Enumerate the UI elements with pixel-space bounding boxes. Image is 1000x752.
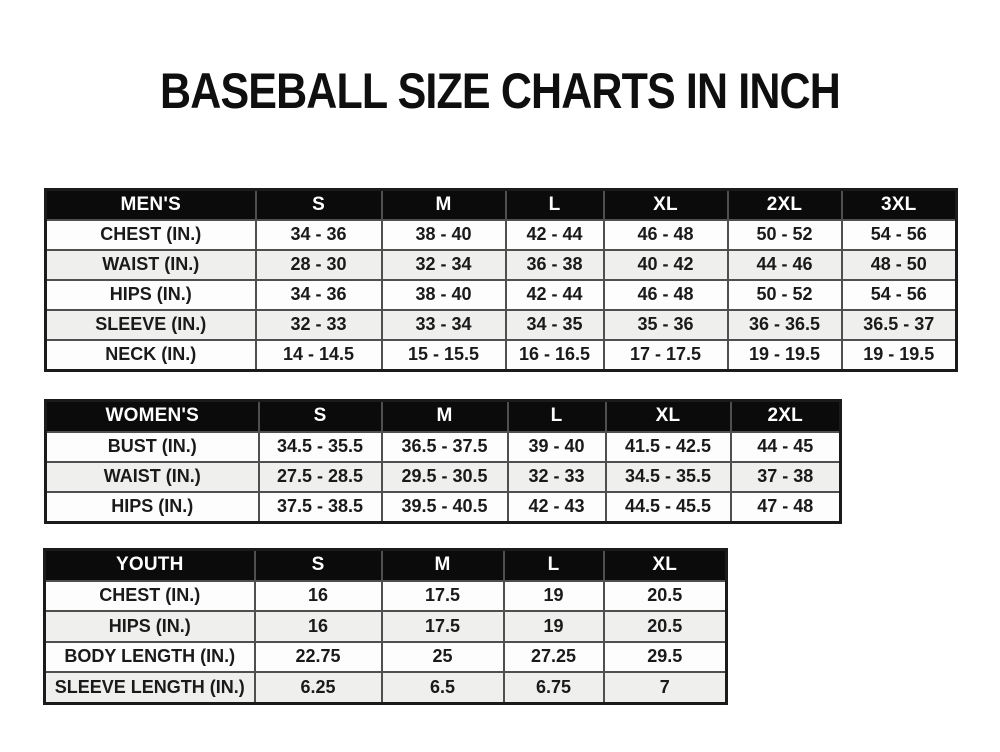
row-label: HIPS (IN.)	[45, 611, 255, 642]
row-label: SLEEVE (IN.)	[46, 310, 256, 340]
table-row	[46, 462, 841, 492]
size-value-cell: 28 - 30	[256, 250, 382, 280]
column-header: S	[259, 401, 382, 432]
mens-header-row	[46, 190, 957, 220]
mens-size-table	[44, 188, 958, 372]
size-value-cell: 34 - 35	[506, 310, 604, 340]
size-value-cell: 42 - 44	[506, 280, 604, 310]
table-title: YOUTH	[45, 550, 255, 581]
row-label: WAIST (IN.)	[46, 250, 256, 280]
column-header: 3XL	[842, 190, 957, 220]
size-value-cell: 32 - 34	[382, 250, 506, 280]
size-value-cell: 19 - 19.5	[728, 340, 842, 371]
size-value-cell: 36 - 38	[506, 250, 604, 280]
size-value-cell: 15 - 15.5	[382, 340, 506, 371]
size-value-cell: 38 - 40	[382, 280, 506, 310]
size-value-cell: 42 - 43	[508, 492, 606, 523]
size-value-cell: 17.5	[382, 611, 504, 642]
size-value-cell: 19	[504, 581, 604, 612]
size-value-cell: 14 - 14.5	[256, 340, 382, 371]
size-value-cell: 39 - 40	[508, 432, 606, 462]
column-header: L	[508, 401, 606, 432]
womens-size-table	[44, 399, 842, 524]
column-header: M	[382, 190, 506, 220]
size-value-cell: 16	[255, 611, 382, 642]
size-value-cell: 36 - 36.5	[728, 310, 842, 340]
size-value-cell: 48 - 50	[842, 250, 957, 280]
row-label: NECK (IN.)	[46, 340, 256, 371]
size-value-cell: 47 - 48	[731, 492, 841, 523]
table-row	[46, 250, 957, 280]
size-value-cell: 16	[255, 581, 382, 612]
size-value-cell: 38 - 40	[382, 220, 506, 250]
size-value-cell: 29.5	[604, 642, 727, 673]
table-row	[46, 280, 957, 310]
row-label: SLEEVE LENGTH (IN.)	[45, 672, 255, 703]
size-value-cell: 54 - 56	[842, 280, 957, 310]
size-value-cell: 19 - 19.5	[842, 340, 957, 371]
table-row	[45, 672, 727, 703]
row-label: WAIST (IN.)	[46, 462, 259, 492]
size-value-cell: 35 - 36	[604, 310, 728, 340]
size-value-cell: 50 - 52	[728, 280, 842, 310]
table-row	[46, 432, 841, 462]
size-value-cell: 34 - 36	[256, 280, 382, 310]
table-row	[45, 611, 727, 642]
size-value-cell: 36.5 - 37.5	[382, 432, 508, 462]
size-value-cell: 39.5 - 40.5	[382, 492, 508, 523]
row-label: CHEST (IN.)	[45, 581, 255, 612]
size-value-cell: 6.25	[255, 672, 382, 703]
size-value-cell: 36.5 - 37	[842, 310, 957, 340]
size-value-cell: 46 - 48	[604, 220, 728, 250]
size-value-cell: 16 - 16.5	[506, 340, 604, 371]
size-value-cell: 6.75	[504, 672, 604, 703]
table-row	[46, 220, 957, 250]
column-header: M	[382, 550, 504, 581]
size-value-cell: 17.5	[382, 581, 504, 612]
row-label: BODY LENGTH (IN.)	[45, 642, 255, 673]
table-row	[46, 340, 957, 371]
size-value-cell: 32 - 33	[256, 310, 382, 340]
size-value-cell: 27.25	[504, 642, 604, 673]
size-value-cell: 40 - 42	[604, 250, 728, 280]
size-value-cell: 34.5 - 35.5	[259, 432, 382, 462]
youth-header-row	[45, 550, 727, 581]
size-value-cell: 54 - 56	[842, 220, 957, 250]
size-value-cell: 44 - 46	[728, 250, 842, 280]
size-value-cell: 44.5 - 45.5	[606, 492, 731, 523]
row-label: BUST (IN.)	[46, 432, 259, 462]
size-value-cell: 17 - 17.5	[604, 340, 728, 371]
table-row	[46, 492, 841, 523]
page-title: BASEBALL SIZE CHARTS IN INCH	[160, 63, 840, 119]
size-value-cell: 46 - 48	[604, 280, 728, 310]
size-value-cell: 25	[382, 642, 504, 673]
size-value-cell: 29.5 - 30.5	[382, 462, 508, 492]
size-value-cell: 42 - 44	[506, 220, 604, 250]
size-value-cell: 50 - 52	[728, 220, 842, 250]
column-header: L	[504, 550, 604, 581]
table-row	[45, 642, 727, 673]
size-value-cell: 27.5 - 28.5	[259, 462, 382, 492]
row-label: CHEST (IN.)	[46, 220, 256, 250]
column-header: XL	[604, 190, 728, 220]
table-row	[45, 581, 727, 612]
size-value-cell: 41.5 - 42.5	[606, 432, 731, 462]
column-header: S	[255, 550, 382, 581]
youth-size-table	[43, 548, 728, 705]
size-value-cell: 20.5	[604, 581, 727, 612]
table-row	[46, 310, 957, 340]
size-value-cell: 44 - 45	[731, 432, 841, 462]
column-header: XL	[604, 550, 727, 581]
size-value-cell: 22.75	[255, 642, 382, 673]
size-value-cell: 7	[604, 672, 727, 703]
row-label: HIPS (IN.)	[46, 492, 259, 523]
column-header: S	[256, 190, 382, 220]
size-value-cell: 6.5	[382, 672, 504, 703]
size-value-cell: 34.5 - 35.5	[606, 462, 731, 492]
size-value-cell: 37 - 38	[731, 462, 841, 492]
row-label: HIPS (IN.)	[46, 280, 256, 310]
size-value-cell: 33 - 34	[382, 310, 506, 340]
column-header: 2XL	[731, 401, 841, 432]
womens-header-row	[46, 401, 841, 432]
size-value-cell: 32 - 33	[508, 462, 606, 492]
column-header: 2XL	[728, 190, 842, 220]
column-header: L	[506, 190, 604, 220]
size-value-cell: 19	[504, 611, 604, 642]
table-title: MEN'S	[46, 190, 256, 220]
table-title: WOMEN'S	[46, 401, 259, 432]
column-header: M	[382, 401, 508, 432]
size-value-cell: 34 - 36	[256, 220, 382, 250]
size-value-cell: 20.5	[604, 611, 727, 642]
size-value-cell: 37.5 - 38.5	[259, 492, 382, 523]
column-header: XL	[606, 401, 731, 432]
